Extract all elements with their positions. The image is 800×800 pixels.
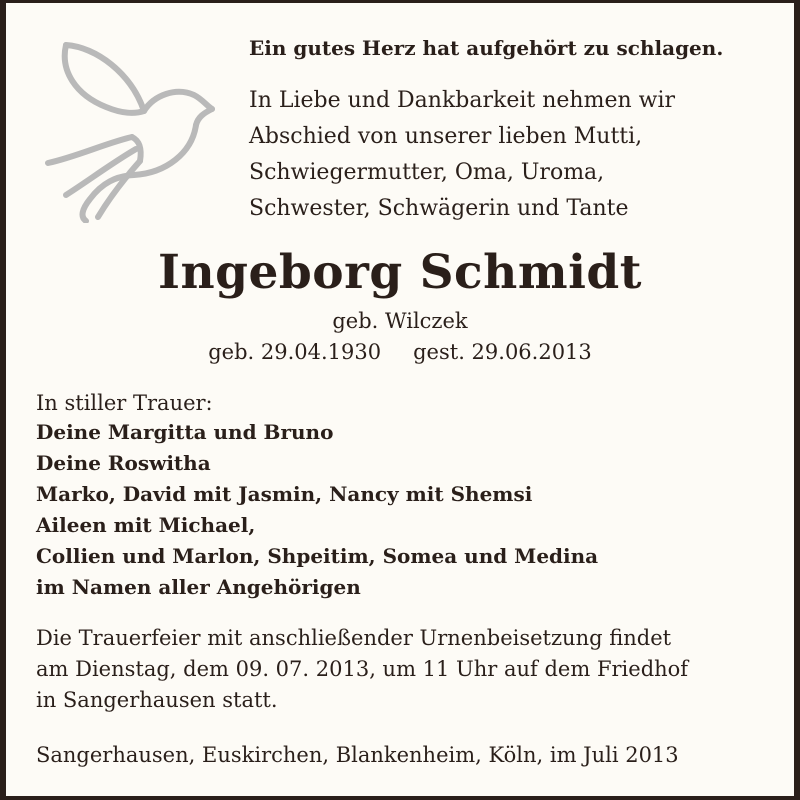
dove-icon xyxy=(36,33,221,223)
life-dates xyxy=(6,337,794,367)
mourner-line: Deine Roswitha xyxy=(36,451,211,475)
intro-line: Abschied von unserer lieben Mutti, xyxy=(249,124,643,149)
funeral-line: am Dienstag, dem 09. 07. 2013, um 11 Uhr auf dem Friedhof xyxy=(36,657,689,681)
headline: Ein gutes Herz hat aufgehört zu schlagen. xyxy=(249,36,724,60)
mourner-line: Deine Margitta und Bruno xyxy=(36,420,334,444)
birth-date: geb. 29.04.1930 xyxy=(208,340,382,364)
death-date: gest. 29.06.2013 xyxy=(413,340,592,364)
mourners-list xyxy=(36,417,598,603)
mourner-line: Marko, David mit Jasmin, Nancy mit Shemsi xyxy=(36,482,533,506)
mourner-line: im Namen aller Angehörigen xyxy=(36,575,361,599)
funeral-line: in Sangerhausen statt. xyxy=(36,688,278,712)
deceased-name: Ingeborg Schmidt xyxy=(157,245,642,300)
intro-line: In Liebe und Dankbarkeit nehmen wir xyxy=(249,88,676,113)
maiden-name: geb. Wilczek xyxy=(332,309,468,333)
mourning-label: In stiller Trauer: xyxy=(36,391,213,415)
funeral-info xyxy=(36,623,688,716)
closing-line: Sangerhausen, Euskirchen, Blankenheim, Köln, im Juli 2013 xyxy=(36,743,679,767)
mourner-line: Aileen mit Michael, xyxy=(36,513,256,537)
intro-text xyxy=(249,83,675,227)
funeral-line: Die Trauerfeier mit anschließender Urnenbeisetzung findet xyxy=(36,626,672,650)
intro-line: Schwiegermutter, Oma, Uroma, xyxy=(249,160,605,185)
mourner-line: Collien und Marlon, Shpeitim, Somea und Medina xyxy=(36,544,599,568)
intro-line: Schwester, Schwägerin und Tante xyxy=(249,196,629,221)
